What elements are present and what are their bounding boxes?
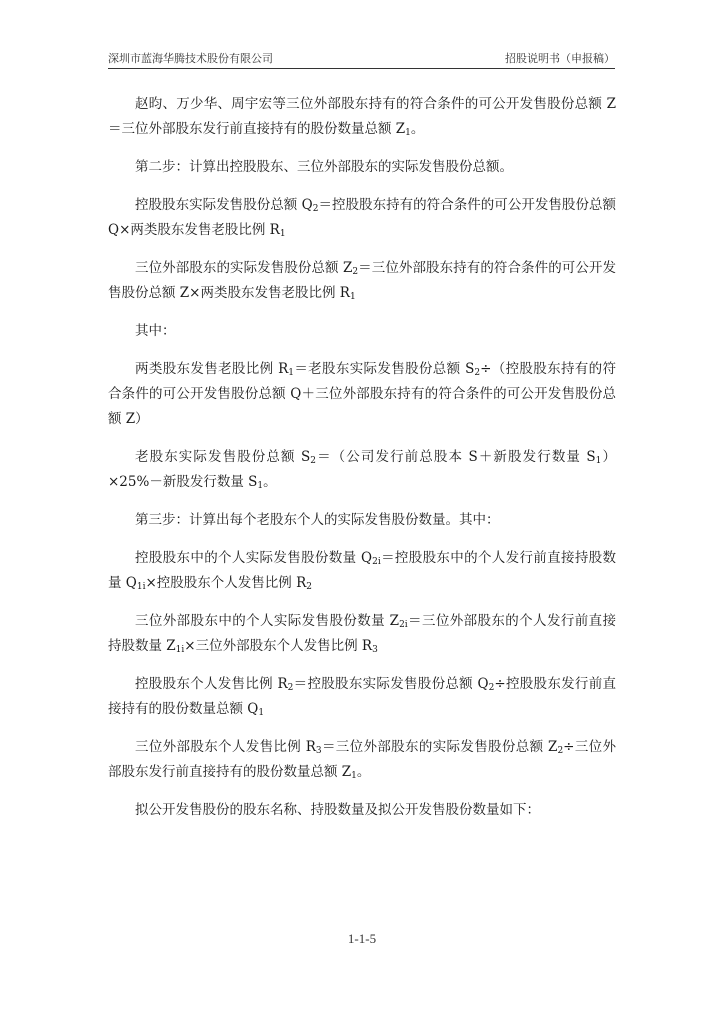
subscript: 2i bbox=[399, 620, 408, 630]
subscript: 1 bbox=[288, 368, 294, 378]
text-run: 两类股东发售老股比例 R bbox=[135, 361, 289, 377]
body-paragraph bbox=[108, 546, 616, 596]
text-run: 控股股东个人发售比例 R bbox=[135, 676, 288, 692]
text-run: ×控股股东个人发售比例 R bbox=[145, 575, 307, 591]
text-run: ＝三位外部股东持有的符合条件的可公开发售股份总额 Z×两类股东发售老股比例 R bbox=[108, 260, 617, 301]
subscript: 2 bbox=[310, 456, 316, 466]
subscript: 1i bbox=[175, 645, 185, 655]
text-run: 三位外部股东中的个人实际发售股份数量 Z bbox=[135, 613, 400, 629]
text-run: ）×25%－新股发行数量 S bbox=[108, 449, 617, 490]
text-run: ÷控股股东发行前直接持有的股份数量总额 Q bbox=[108, 676, 616, 717]
body-paragraph bbox=[108, 445, 616, 495]
subscript: 2 bbox=[557, 746, 564, 756]
subscript: 3 bbox=[372, 645, 378, 655]
text-run: 赵昀、万少华、周宇宏等三位外部股东持有的符合条件的可公开发售股份总额 Z＝三位外部股东发行前直接持有的股份数量总额 Z bbox=[108, 96, 616, 137]
body-paragraph bbox=[108, 357, 616, 432]
body-paragraph bbox=[108, 319, 616, 344]
subscript: 1 bbox=[349, 292, 356, 302]
page-header bbox=[108, 50, 615, 68]
subscript: 1 bbox=[595, 456, 602, 466]
subscript: 1 bbox=[405, 128, 411, 138]
text-run: 第二步：计算出控股股东、三位外部股东的实际发售股份总额。 bbox=[135, 159, 513, 175]
text-run: ÷三位外部股东发行前直接持有的股份数量总额 Z bbox=[108, 739, 617, 780]
text-run: 拟公开发售股份的股东名称、持股数量及拟公开发售股份数量如下： bbox=[135, 802, 540, 818]
text-run: 。 bbox=[356, 764, 371, 780]
subscript: 2 bbox=[312, 204, 319, 214]
subscript: 2 bbox=[287, 683, 294, 693]
page-number: 1-1-5 bbox=[347, 931, 377, 946]
header-company-name: 深圳市蓝海华腾技术股份有限公司 bbox=[108, 52, 273, 65]
text-run: 老股东实际发售股份总额 S bbox=[135, 449, 311, 465]
subscript: 1i bbox=[136, 582, 146, 592]
subscript: 1 bbox=[351, 771, 357, 781]
text-run: ×三位外部股东个人发售比例 R bbox=[184, 638, 373, 654]
body-paragraph bbox=[108, 672, 616, 722]
text-run: ＝（公司发行前总股本 S＋新股发行数量 S bbox=[315, 449, 596, 465]
text-run: ＝老股东实际发售股份总额 S bbox=[293, 361, 475, 377]
page-footer bbox=[0, 931, 724, 947]
text-run: ÷（控股股东持有的符合条件的可公开发售股份总额 Q＋三位外部股东持有的符合条件的可公开发售股份总额 Z） bbox=[108, 361, 616, 427]
header-document-title: 招股说明书（申报稿） bbox=[505, 52, 615, 65]
subscript: 1 bbox=[257, 481, 264, 491]
body-paragraph bbox=[108, 798, 616, 823]
body-paragraph bbox=[108, 735, 616, 785]
subscript: 2i bbox=[372, 557, 381, 567]
body-paragraph bbox=[108, 155, 616, 180]
text-run: 控股股东中的个人实际发售股份数量 Q bbox=[135, 550, 373, 566]
subscript: 2 bbox=[488, 683, 495, 693]
text-run: 。 bbox=[263, 474, 277, 490]
text-run: ＝三位外部股东的个人发行前直接持股数量 Z bbox=[108, 613, 617, 654]
body-paragraph bbox=[108, 256, 616, 306]
subscript: 1 bbox=[258, 708, 265, 718]
text-run: 三位外部股东个人发售比例 R bbox=[135, 739, 316, 755]
text-run: 控股股东实际发售股份总额 Q bbox=[135, 197, 313, 213]
subscript: 3 bbox=[315, 746, 322, 756]
subscript: 2 bbox=[306, 582, 312, 592]
text-run: 。 bbox=[410, 121, 425, 137]
text-run: 其中： bbox=[135, 323, 176, 339]
document-body bbox=[108, 92, 616, 823]
body-paragraph bbox=[108, 92, 616, 142]
text-run: 第三步：计算出每个老股东个人的实际发售股份数量。其中： bbox=[135, 512, 500, 528]
body-paragraph bbox=[108, 193, 616, 243]
body-paragraph bbox=[108, 508, 616, 533]
text-run: ＝控股股东持有的符合条件的可公开发售股份总额 Q×两类股东发售老股比例 R bbox=[108, 197, 617, 238]
text-run: ＝控股股东实际发售股份总额 Q bbox=[293, 676, 489, 692]
text-run: ＝控股股东中的个人发行前直接持股数量 Q bbox=[108, 550, 616, 591]
header-divider bbox=[108, 68, 615, 69]
subscript: 1 bbox=[279, 229, 286, 239]
subscript: 2 bbox=[352, 267, 359, 277]
subscript: 2 bbox=[474, 368, 481, 378]
text-run: ＝三位外部股东的实际发售股份总额 Z bbox=[321, 739, 558, 755]
body-paragraph bbox=[108, 609, 616, 659]
text-run: 三位外部股东的实际发售股份总额 Z bbox=[135, 260, 353, 276]
